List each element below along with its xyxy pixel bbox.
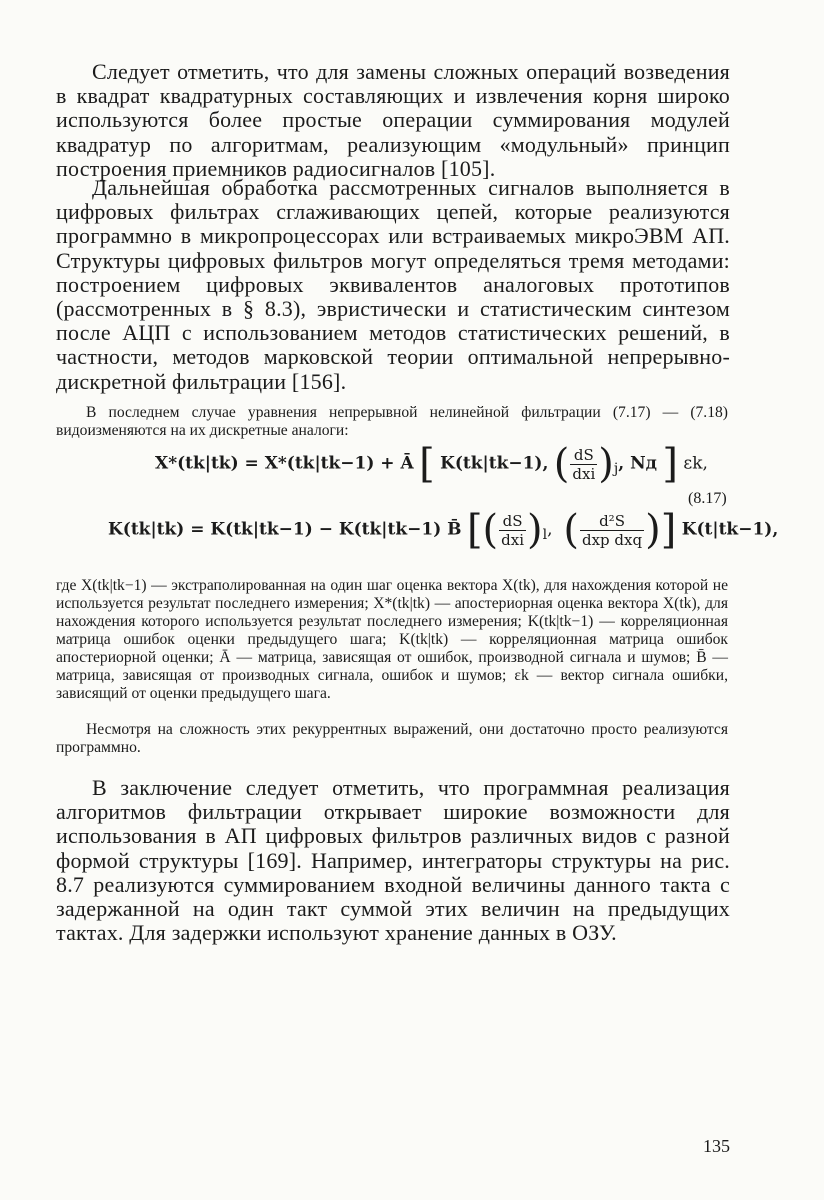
eq1-close-bracket: ] (662, 441, 678, 487)
paragraph-complexity-note: Несмотря на сложность этих рекуррентных выражений, они достаточно просто реализуются программно. (56, 721, 728, 756)
paragraph-modular-principle: Следует отметить, что для замены сложных операций возведения в квадрат квадратурных составляющих и извлечения корня широко используются более простые операции суммирования модулей квадратур по алгоритмам, реализующим «модульный» принцип построения приемников радиосигналов [105]. (56, 59, 730, 181)
eq1-fraction: $\frac{dS}{\text{dxi}}$ (572, 445, 596, 483)
paragraph-notation: где X(tk|tk−1) — экстраполированная на один шаг оценка вектора X(tk), для нахождения которой не используется результат последнего измерения; X*(tk|tk) — апостериорная оценка вектора X(tk), для нахождения которого используется результат последнего измерения; K(tk|tk−1) — корреляционная матрица ошибок оценки предыдущего шага; K(tk|tk) — корреляционная матрица ошибок апостериорной оценки; Ā — матрица, зависящая от ошибок, производной сигнала и шумов; B̄ — матрица, зависящая от производных сигнала, ошибок и шумов; εk — вектор сигнала ошибки, зависящий от оценки предыдущего шага. (56, 577, 728, 702)
page-number: 135 (703, 1136, 730, 1156)
eq2-open-bracket: [ (466, 507, 483, 553)
eq1-open-bracket: [ (419, 441, 435, 487)
eq1-open-paren: ( (553, 441, 570, 487)
eq2-close-bracket: ] (660, 507, 677, 553)
eq1-close-paren: ) (598, 441, 614, 487)
eq1-arg3: , Nд (618, 453, 657, 474)
eq2-fraction-1: $\frac{dS}{\text{dxi}}$ (501, 511, 525, 549)
paragraph-conclusion: В заключение следует отметить, что программная реализация алгоритмов фильтрации открывает широкие возможности для использования в АП цифровых фильтров различных видов с разной формой структуры [169]. Например, интеграторы структуры на рис. 8.7 реализуются суммированием входной величины данного такта с задержанной на один такт суммой этих величин на предыдущих тактах. Для задержки используют хранение данных в ОЗУ. (56, 775, 730, 946)
equation-number: (8.17) (688, 490, 727, 507)
paragraph-discrete-analogs: В последнем случае уравнения непрерывной нелинейной фильтрации (7.17) — (7.18) видоизменяются на их дискретные аналоги: (56, 404, 728, 439)
eq2-lhs: K(tk|tk) = K(tk|tk−1) − K(tk|tk−1) B̄ (108, 519, 462, 540)
eq1-subscript: j (613, 460, 619, 477)
equation-state-estimate (155, 441, 708, 487)
eq1-lhs: X*(tk|tk) = X*(tk|tk−1) + Ā (155, 453, 414, 474)
eq1-arg1: K(tk|tk−1), (440, 453, 549, 474)
eq2-tail: K(t|tk−1), (681, 519, 779, 540)
paragraph-digital-filters: Дальнейшая обработка рассмотренных сигналов выполняется в цифровых фильтрах сглаживающих цепей, которые реализуются программно в микропроцессорах или встраиваемых микроЭВМ АП. Структуры цифровых фильтров могут определяться тремя методами: построением цифровых эквивалентов аналоговых прототипов (рассмотренных в § 8.3), эвристически и статистическим синтезом после АЦП с использованием методов статистических решений, в частности, методов марковской теории оптимальной непрерывно-дискретной фильтрации [156]. (56, 175, 730, 394)
equation-covariance: K(tk|tk) = K(tk|tk−1) − K(tk|tk−1) B̄ [( $\frac{dS}{\text{dxi}}$ )$_l$, ( $\frac{\text{d²S}}{\text{dxp dxq}}$ )] K(t|tk−1), (108, 507, 779, 553)
eq1-tail: εk, (683, 453, 708, 474)
eq2-fraction-2: $\frac{\text{d²S}}{\text{dxp dxq}}$ (581, 511, 643, 549)
eq2-subscript: l (542, 526, 548, 543)
